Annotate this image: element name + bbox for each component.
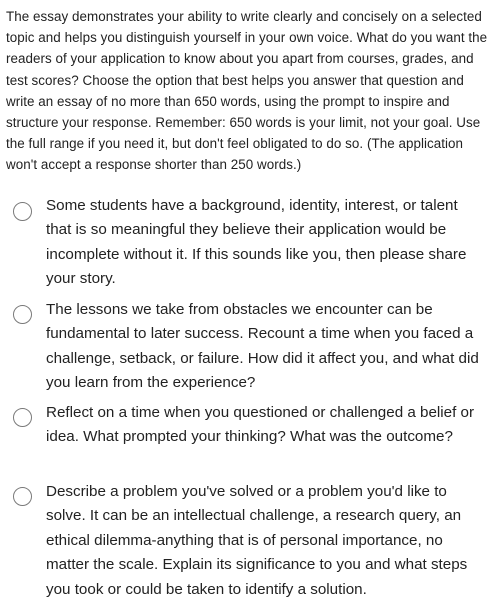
option-label[interactable]: Describe a problem you've solved or a problem you'd like to solve. It can be an intellectual challenge, a research query, an ethical dilemma-anything that is of personal importance, no matter the scale. Explain its significance to you and what steps you took or could be taken to identify a solution. [46,483,468,598]
essay-instructions: The essay demonstrates your ability to write clearly and concisely on a selected topic and helps you distinguish yourself in your own voice. What do you want the readers of your application to know about you apart from courses, grades, and test scores? Choose the option that best helps you answer that question and write an essay of no more than 650 words, using the prompt to inspire and structure your response. Remember: 650 words is your limit, not your goal. Use the full range if you need it, but don't feel obligated to do so. (The application won't accept a response shorter than 250 words.) [6,9,488,173]
option-label[interactable]: Some students have a background, identity, interest, or talent that is so meaningful they believe their application would be incomplete without it. If this sounds like you, then please share your story. [46,197,467,288]
option-label[interactable]: Reflect on a time when you questioned or challenged a belief or idea. What prompted your thinking? What was the outcome? [46,404,475,446]
radio-button-icon[interactable] [13,408,32,427]
radio-button-icon[interactable] [13,202,32,221]
radio-button-icon[interactable] [13,487,32,506]
option-label[interactable]: The lessons we take from obstacles we encounter can be fundamental to later success. Recount a time when you faced a challenge, setback, or failure. How did it affect you, and what did you learn from the experience? [46,301,479,392]
radio-button-icon[interactable] [13,305,32,324]
